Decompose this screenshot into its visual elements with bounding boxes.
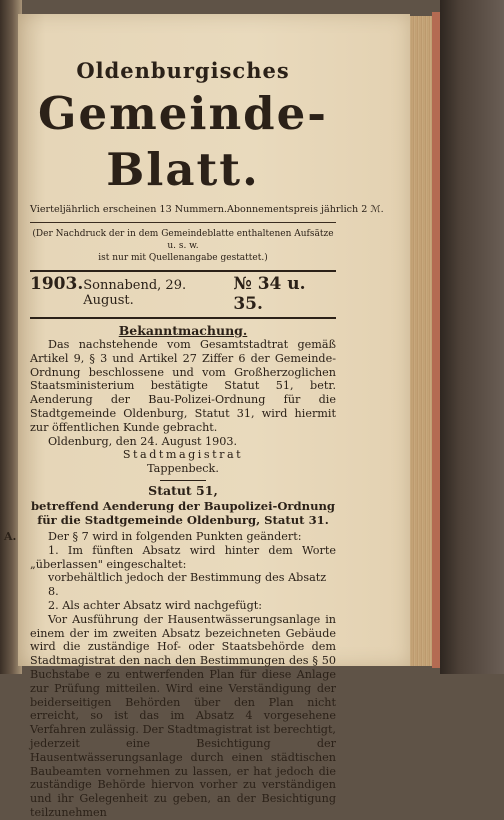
divider — [30, 222, 336, 223]
masthead-title-big: Gemeinde-Blatt. — [38, 87, 328, 196]
statute-point-2: 2. Als achter Absatz wird nachgefügt: — [48, 598, 263, 612]
issue-frequency: Vierteljährlich erscheinen 13 Nummern. — [30, 204, 227, 215]
issue-dateline — [30, 270, 336, 319]
reprint-note: (Der Nachdruck der in dem Gemeindeblatte enthaltenen Aufsätze u. s. w. ist nur mit Quellenangabe gestattet.) — [32, 229, 334, 263]
margin-label: A. — [4, 529, 17, 543]
statute-title: Statut 51, — [148, 482, 218, 498]
masthead-title-small: Oldenburgisches — [76, 58, 290, 83]
statute-subtitle: betreffend Aenderung der Baupolizei-Ordnung für die Stadtgemeinde Oldenburg, Statut 31. — [30, 498, 336, 527]
statute-point-2-text: Vor Ausführung der Hausentwässerungsanlage in einem der im zweiten Absatz bezeichneten Gebäude wird die zuständige Hof- oder Staatsbehörde dem Stadtmagistrat den nach den Bestimmungen des § 50 Buchstabe e zu entwerfenden Plan für diese Anlage zur Prüfung mitteilen. Wird eine Verständigung der beiderseitigen Behörden über den Plan nicht erreicht, so ist das im Absatz 4 vorgesehene Verfahren zulässig. Der Stadtmagistrat ist berechtigt, jederzeit eine Besichtigung der Hausentwässerungsanlage durch einen städtischen Baubeamten vornehmen zu lassen, er hat jedoch die zuständige Behörde hiervon vorher zu verständigen und ihr Gelegenheit zu geben, an der Besichtigung teilzunehmen — [30, 612, 336, 819]
page-edge-red — [432, 12, 440, 668]
statute-body — [4, 529, 336, 820]
subscription-price: Abonnementspreis jährlich 2 ℳ. — [226, 204, 384, 215]
issue-year: 1903. — [30, 274, 84, 294]
statute-point-1: 1. Im fünften Absatz wird hinter dem Worte „überlassen" eingeschaltet: — [30, 543, 336, 571]
page-edge-stack — [408, 16, 432, 666]
section-divider — [160, 480, 206, 481]
statute-intro: Der § 7 wird in folgenden Punkten geändert: — [48, 529, 302, 543]
book-cover-right — [440, 0, 504, 674]
announcement-text: Das nachstehende vom Gesamtstadtrat gemäß Artikel 9, § 3 und Artikel 27 Ziffer 6 der Gemeinde-Ordnung beschlossene und vom Großherzoglichen Staatsministerium bestätigte Statut 51, betr. Aenderung der Bau-Polizei-Ordnung für die Stadtgemeinde Oldenburg, Statut 31, wird hiermit zur öffentlichen Kunde gebracht. — [30, 338, 336, 434]
announcement-heading: Bekanntmachung. — [118, 323, 248, 338]
announcement-authority: Stadtmagistrat — [122, 448, 244, 462]
issue-date: Sonnabend, 29. August. — [83, 278, 187, 308]
statute-point-1-insert: vorbehältlich jedoch der Bestimmung des Absatz 8. — [48, 571, 327, 599]
subscription-line — [30, 204, 384, 216]
issue-number: № 34 u. 35. — [233, 274, 306, 314]
page-content — [4, 58, 384, 820]
announcement-place-date: Oldenburg, den 24. August 1903. — [48, 434, 238, 448]
announcement-signature: Tappenbeck. — [147, 462, 219, 476]
